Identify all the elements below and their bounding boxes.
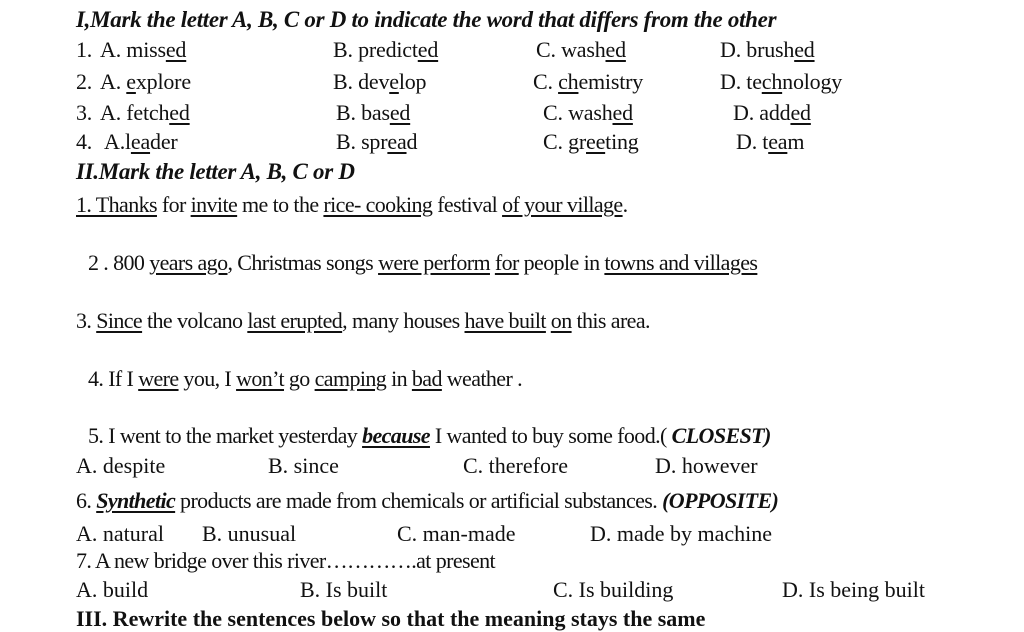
q2-5-option-b: B. since [268,453,339,478]
q1-2-option-a: A. explore [100,69,191,94]
q1-3-option-a: A. fetched [100,100,190,125]
q2-6-option-d: D. made by machine [590,521,773,546]
section-2-title: II.Mark the letter A, B, C or D [76,159,355,184]
q2-7-option-d: D. Is being built [782,577,925,602]
q1-2-number: 2. [76,69,93,94]
q2-1-sentence: 1. Thanks for invite me to the rice- cooking festival of your village. [76,192,628,217]
q2-2-sentence: 2 . 800 years ago, Christmas songs were perform for people in towns and villages [88,250,758,275]
q1-4-option-a: A.leader [104,129,178,154]
q1-1-option-b: B. predicted [333,37,439,62]
q1-4-option-c: C. greeting [543,129,639,154]
q1-3-number: 3. [76,100,93,125]
q1-1-option-d: D. brushed [720,37,815,62]
q1-1-option-a: A. missed [100,37,187,62]
q2-5-sentence: 5. I went to the market yesterday because I wanted to buy some food.( CLOSEST) [88,423,771,448]
q1-4-option-b: B. spread [336,129,418,154]
q1-2-option-d: D. technology [720,69,843,94]
q2-6-option-a: A. natural [76,521,164,546]
q1-1-option-c: C. washed [536,37,626,62]
section-3-title-partial: III. Rewrite the sentences below so that the meaning stays the same [76,606,706,631]
q1-1-number: 1. [76,37,93,62]
q1-3-option-c: C. washed [543,100,633,125]
q2-7-option-c: C. Is building [553,577,674,602]
q2-6-option-c: C. man-made [397,521,516,546]
q2-7-sentence: 7. A new bridge over this river………….at present [76,548,496,573]
q1-2-option-c: C. chemistry [533,69,644,94]
q1-4-option-d: D. team [736,129,805,154]
q1-2-option-b: B. develop [333,69,427,94]
section-1-title: I,Mark the letter A, B, C or D to indicate the word that differs from the other [76,7,777,32]
q2-5-option-c: C. therefore [463,453,569,478]
q2-6-sentence: 6. Synthetic products are made from chemicals or artificial substances. (OPPOSITE) [76,488,779,513]
q2-4-sentence: 4. If I were you, I won’t go camping in bad weather . [88,366,522,391]
q1-4-number: 4. [76,129,93,154]
q2-3-sentence: 3. Since the volcano last erupted, many houses have built on this area. [76,308,650,333]
q1-3-option-d: D. added [733,100,811,125]
q1-3-option-b: B. based [336,100,411,125]
q2-7-option-b: B. Is built [300,577,388,602]
q2-5-option-a: A. despite [76,453,166,478]
q2-5-option-d: D. however [655,453,758,478]
q2-6-option-b: B. unusual [202,521,297,546]
q2-7-option-a: A. build [76,577,149,602]
